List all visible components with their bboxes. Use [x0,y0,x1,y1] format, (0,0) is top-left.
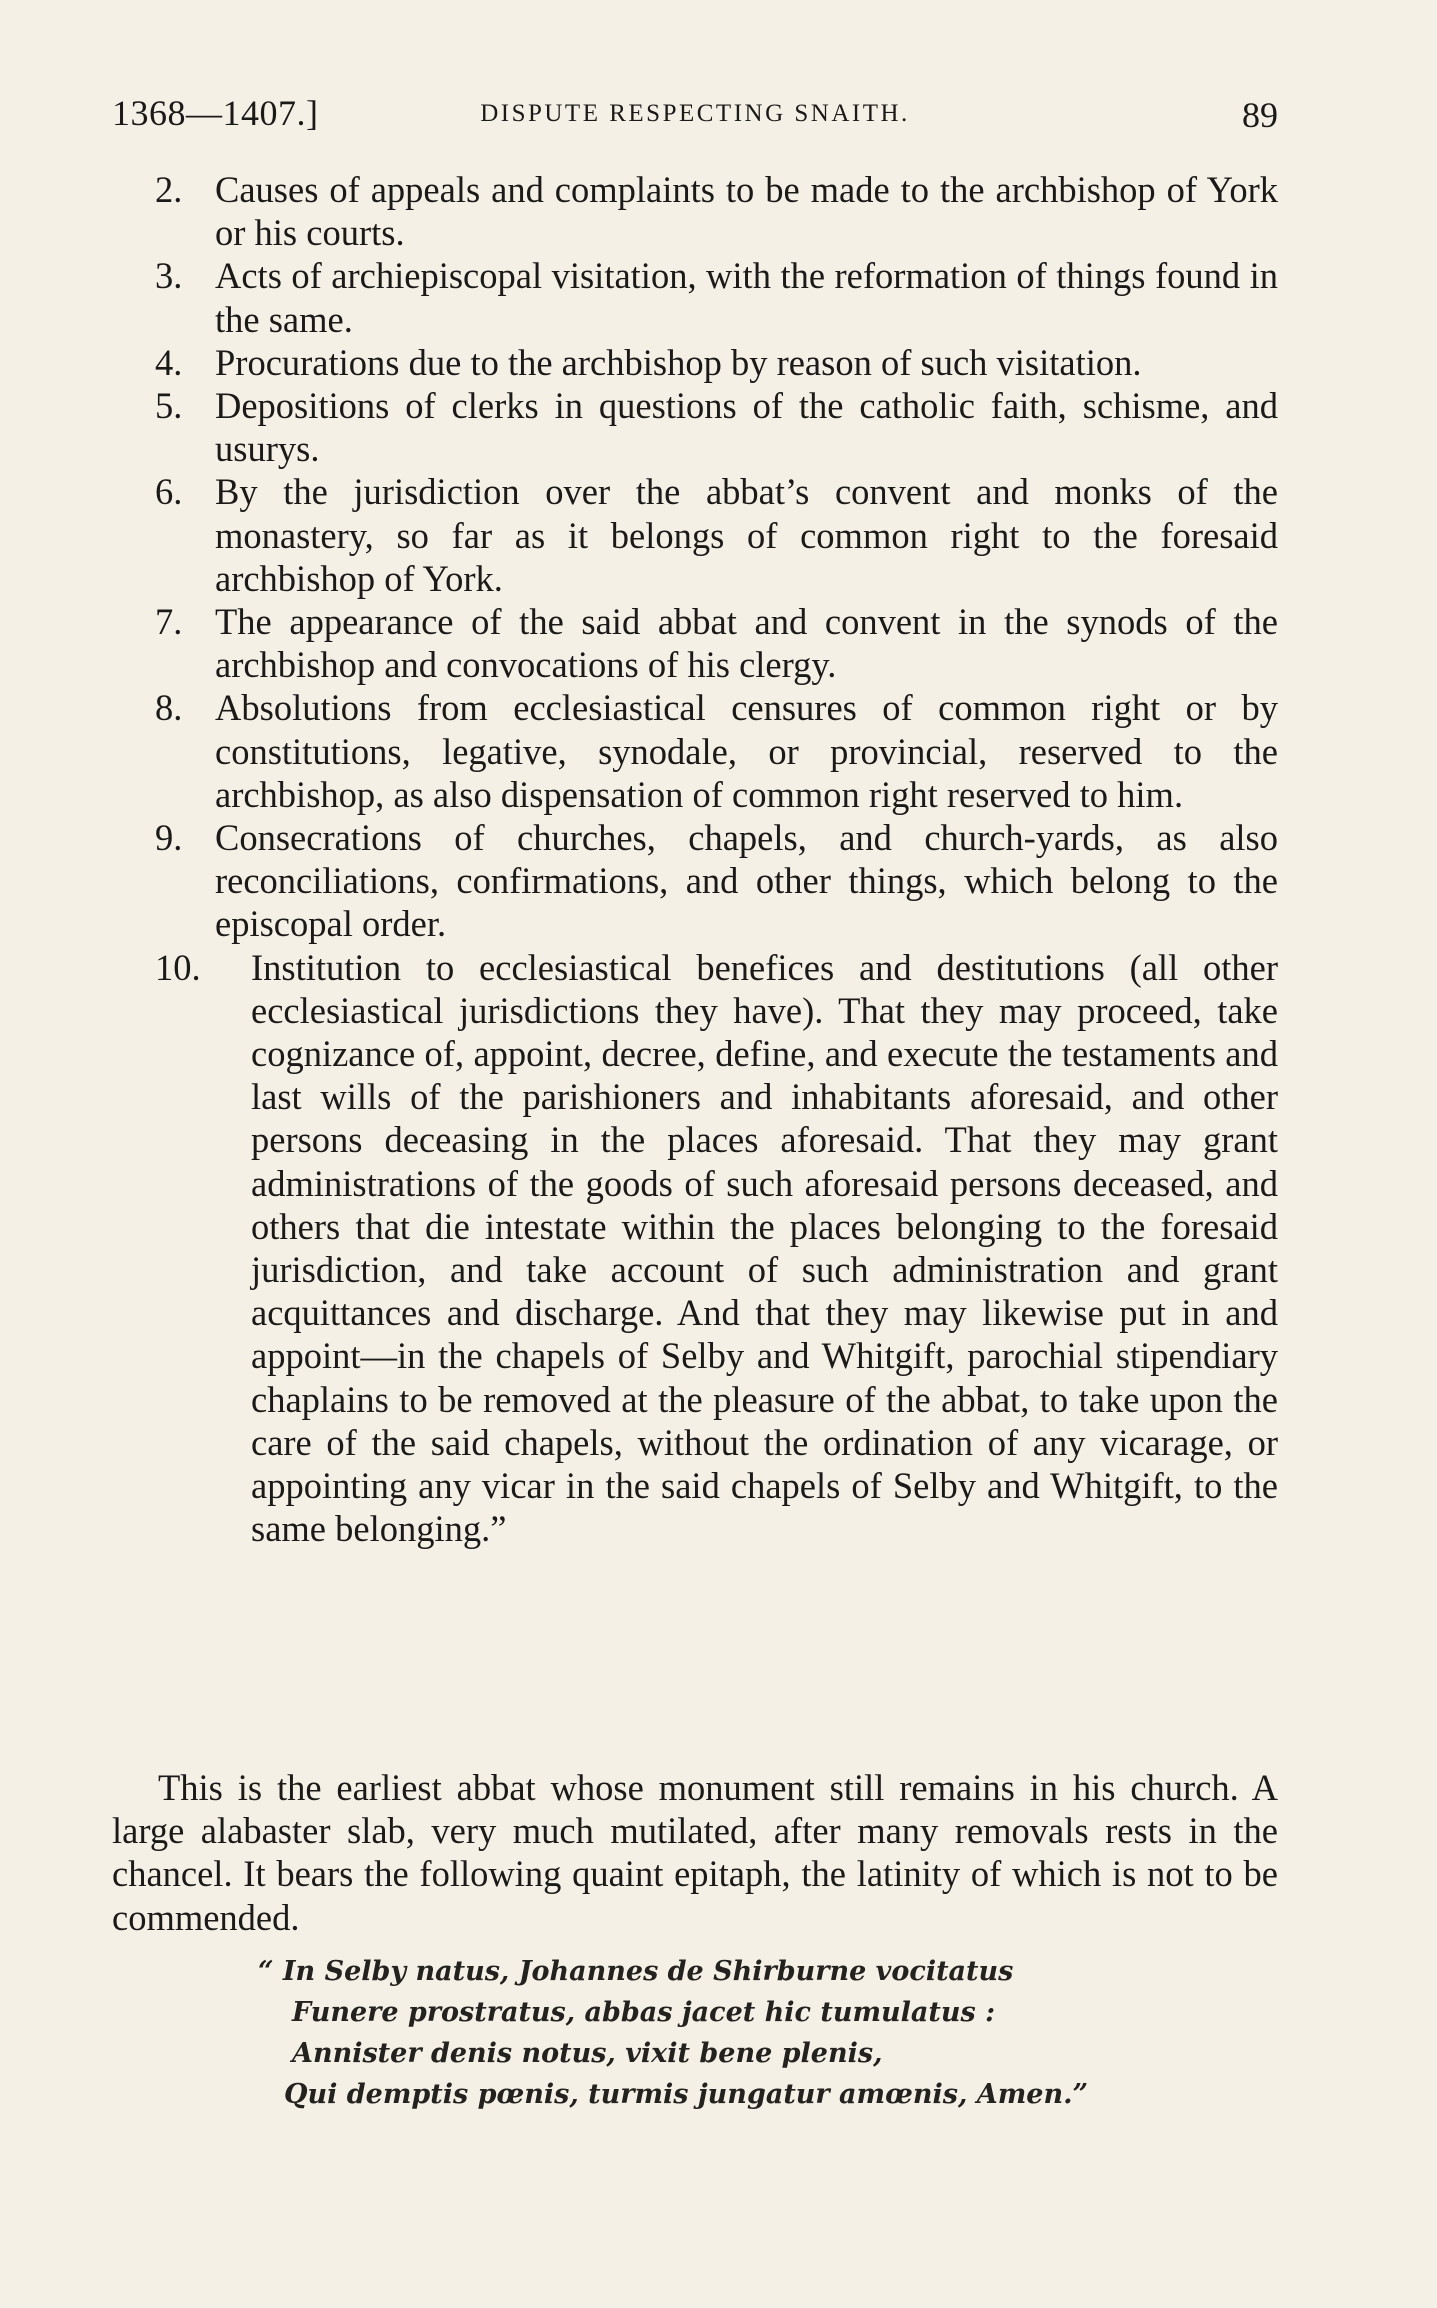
list-item [112,470,1278,600]
epitaph-line: Annister denis notus, vixit bene plenis, [292,2038,883,2069]
list-item [112,816,1278,946]
item-number: 7. [155,601,183,643]
epitaph-line: Qui demptis pœnis, turmis jungatur amœnis, Amen.” [284,2079,1089,2110]
list-item [112,341,1278,384]
item-text: The appearance of the said abbat and convent in the synods of the archbishop and convocations of his clergy. [215,601,1278,686]
header-title: DISPUTE RESPECTING SNAITH. [480,100,910,127]
numbered-list [112,168,1278,1551]
item-text: Consecrations of churches, chapels, and church-yards, as also reconciliations, confirmations, and other things, which belong to the episcopal order. [215,817,1278,945]
list-item [112,600,1278,686]
item-number: 2. [155,169,183,210]
item-number: 9. [155,817,183,859]
list-item [112,946,1278,1551]
item-text: Depositions of clerks in questions of the catholic faith, schisme, and usurys. [215,385,1278,470]
item-number: 10. [155,946,201,988]
item-number: 5. [155,385,183,427]
item-number: 3. [155,255,183,297]
list-item [112,254,1278,340]
list-item [112,686,1278,816]
item-number: 8. [155,687,183,729]
epitaph-verse [258,1951,1258,2115]
header-years: 1368—1407.] [112,93,319,133]
list-item [112,168,1278,254]
body-paragraph: This is the earliest abbat whose monument still remains in his church. A large alabaster slab, very much mutilated, after many removals rests in the chancel. It bears the following quaint epitaph, the latinity of which is not to be commended. [112,1767,1278,1938]
item-number: 6. [155,471,183,513]
running-head [112,92,1278,148]
page-number: 89 [1242,95,1278,135]
item-text: Procurations due to the archbishop by reason of such visitation. [215,341,1142,383]
item-number: 4. [155,341,183,383]
list-item [112,384,1278,470]
item-text: Institution to ecclesiastical benefices and destitutions (all other ecclesiastical jurisdictions they have). That they may proceed, take cognizance of, appoint, decree, define, and execute the testaments and last wills of the parishioners and inhabitants aforesaid, and other persons deceasing in the places aforesaid. That they may grant administrations of the goods of such aforesaid persons deceased, and others that die intestate within the places belonging to the foresaid jurisdiction, and take account of such administration and grant acquittances and discharge. And that they may likewise put in and appoint—in the chapels of Selby and Whitgift, parochial stipendiary chaplains to be removed at the pleasure of the abbat, to take upon the care of the said chapels, without the ordination of any vicarage, or appointing any vicar in the said chapels of Selby and Whitgift, to the same belonging.” [251,946,1278,1550]
epitaph-line: “ In Selby natus, Johannes de Shirburne vocitatus [258,1956,1014,1987]
epitaph-line: Funere prostratus, abbas jacet hic tumulatus : [292,1997,996,2028]
item-text: Causes of appeals and complaints to be made to the archbishop of York or his courts. [215,169,1278,254]
item-text: Acts of archiepiscopal visitation, with the reformation of things found in the same. [215,255,1278,340]
item-text: By the jurisdiction over the abbat’s convent and monks of the monastery, so far as it belongs of common right to the foresaid archbishop of York. [215,471,1278,599]
item-text: Absolutions from ecclesiastical censures of common right or by constitutions, legative, synodale, or provincial, reserved to the archbishop, as also dispensation of common right reserved to him. [215,687,1278,815]
